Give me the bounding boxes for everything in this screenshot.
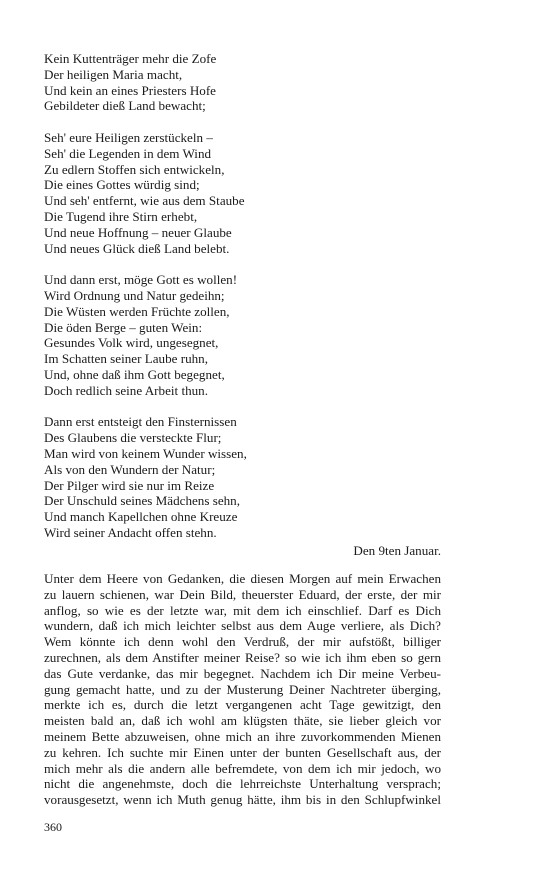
- letter-body: [44, 571, 441, 808]
- prose-line: zu lauern schienen, war Dein Bild, theuerster Eduard, der erste, der mir: [44, 586, 441, 602]
- prose-line: Unter dem Heere von Gedanken, die diesen Morgen auf mein Erwachen: [44, 571, 441, 586]
- prose-line: nicht die angenehmste, doch die lehrreichste Unterhaltung versprach;: [44, 776, 441, 792]
- poem-line: Die öden Berge – guten Wein:: [44, 319, 203, 335]
- poem-line: Im Schatten seiner Laube ruhn,: [44, 351, 208, 367]
- poem-line: Seh' die Legenden in dem Wind: [44, 145, 212, 161]
- prose-line: gung gemacht hatte, und zu der Musterung Deiner Nachtreter überging,: [44, 681, 441, 697]
- poem-line: Gesundes Volk wird, ungesegnet,: [44, 335, 219, 351]
- stanza: [44, 130, 444, 256]
- prose-line: merkte ich es, durch die letzt vergangenen acht Tage gewitzigt, den: [44, 697, 441, 713]
- poem-line: Dann erst entsteigt den Finsternissen: [44, 414, 237, 430]
- poem-line: Und seh' entfernt, wie aus dem Staube: [44, 193, 245, 209]
- prose-line: Wem könnte ich denn wohl den Verdruß, der mir aufstößt, billiger: [44, 634, 441, 650]
- poem-line: Der Pilger wird sie nur im Reize: [44, 477, 215, 493]
- poem-line: Und neues Glück dieß Land belebt.: [44, 240, 230, 256]
- poem-line: Die Wüsten werden Früchte zollen,: [44, 303, 230, 319]
- poem-line: Doch redlich seine Arbeit thun.: [44, 382, 208, 398]
- prose-line: mich mehr als die andern alle befremdete, von dem ich mir jedoch, wo: [44, 760, 441, 776]
- poem-line: Gebildeter dieß Land bewacht;: [44, 98, 206, 114]
- poem-line: Als von den Wundern der Natur;: [44, 461, 216, 477]
- poem-line: Seh' eure Heiligen zerstückeln –: [44, 129, 213, 145]
- poem-line: Man wird von keinem Wunder wissen,: [44, 445, 247, 461]
- poem-line: Und, ohne daß ihm Gott begegnet,: [44, 366, 225, 382]
- poem-line: Kein Kuttenträger mehr die Zofe: [44, 51, 217, 66]
- poem-line: Und kein an eines Priesters Hofe: [44, 82, 216, 98]
- letter-date: Den 9ten Januar.: [353, 543, 441, 558]
- poem-line: Wird seiner Andacht offen stehn.: [44, 524, 217, 540]
- poem-line: Die Tugend ihre Stirn erhebt,: [44, 208, 198, 224]
- stanza: [44, 272, 444, 398]
- prose-line: vorausgesetzt, wenn ich Muth genug hätte, ihm bis in den Schlupfwinkel: [44, 792, 441, 808]
- poem-line: Und dann erst, möge Gott es wollen!: [44, 272, 238, 288]
- prose-line: meinem Bette abzuweisen, ohne mich an ihre zuvorkommenden Mienen: [44, 728, 441, 744]
- prose-line: das Gute verdanke, das mir begegnet. Nachdem ich Dir meine Verbeu-: [44, 665, 441, 681]
- poem-line: Der heiligen Maria macht,: [44, 66, 183, 82]
- prose-line: zurechnen, als dem Anstifter meiner Reise? so wie ich ihm eben so gern: [44, 649, 441, 665]
- poem-line: Wird Ordnung und Natur gedeihn;: [44, 287, 225, 303]
- prose-line: anflog, so wie es der letzte war, mit dem ich einschlief. Darf es Dich: [44, 602, 441, 618]
- prose-line: wundern, daß ich mich leichter selbst aus dem Auge verliere, als Dich?: [44, 618, 441, 634]
- prose-line: meisten bald an, daß ich wohl am klügsten thäte, sie lieber gleich vor: [44, 713, 441, 729]
- page-number: 360: [44, 820, 62, 834]
- poem-line: Des Glaubens die versteckte Flur;: [44, 430, 222, 446]
- poem-line: Und manch Kapellchen ohne Kreuze: [44, 509, 238, 525]
- poem-line: Die eines Gottes würdig sind;: [44, 177, 200, 193]
- poem-line: Und neue Hoffnung – neuer Glaube: [44, 224, 232, 240]
- stanza: [44, 414, 444, 540]
- prose-line: zu kehren. Ich suchte mir Einen unter der bunten Gesellschaft aus, der: [44, 744, 441, 760]
- poem: [44, 51, 444, 557]
- poem-line: Zu edlern Stoffen sich entwickeln,: [44, 161, 225, 177]
- poem-line: Der Unschuld seines Mädchens sehn,: [44, 493, 240, 509]
- stanza: [44, 51, 444, 114]
